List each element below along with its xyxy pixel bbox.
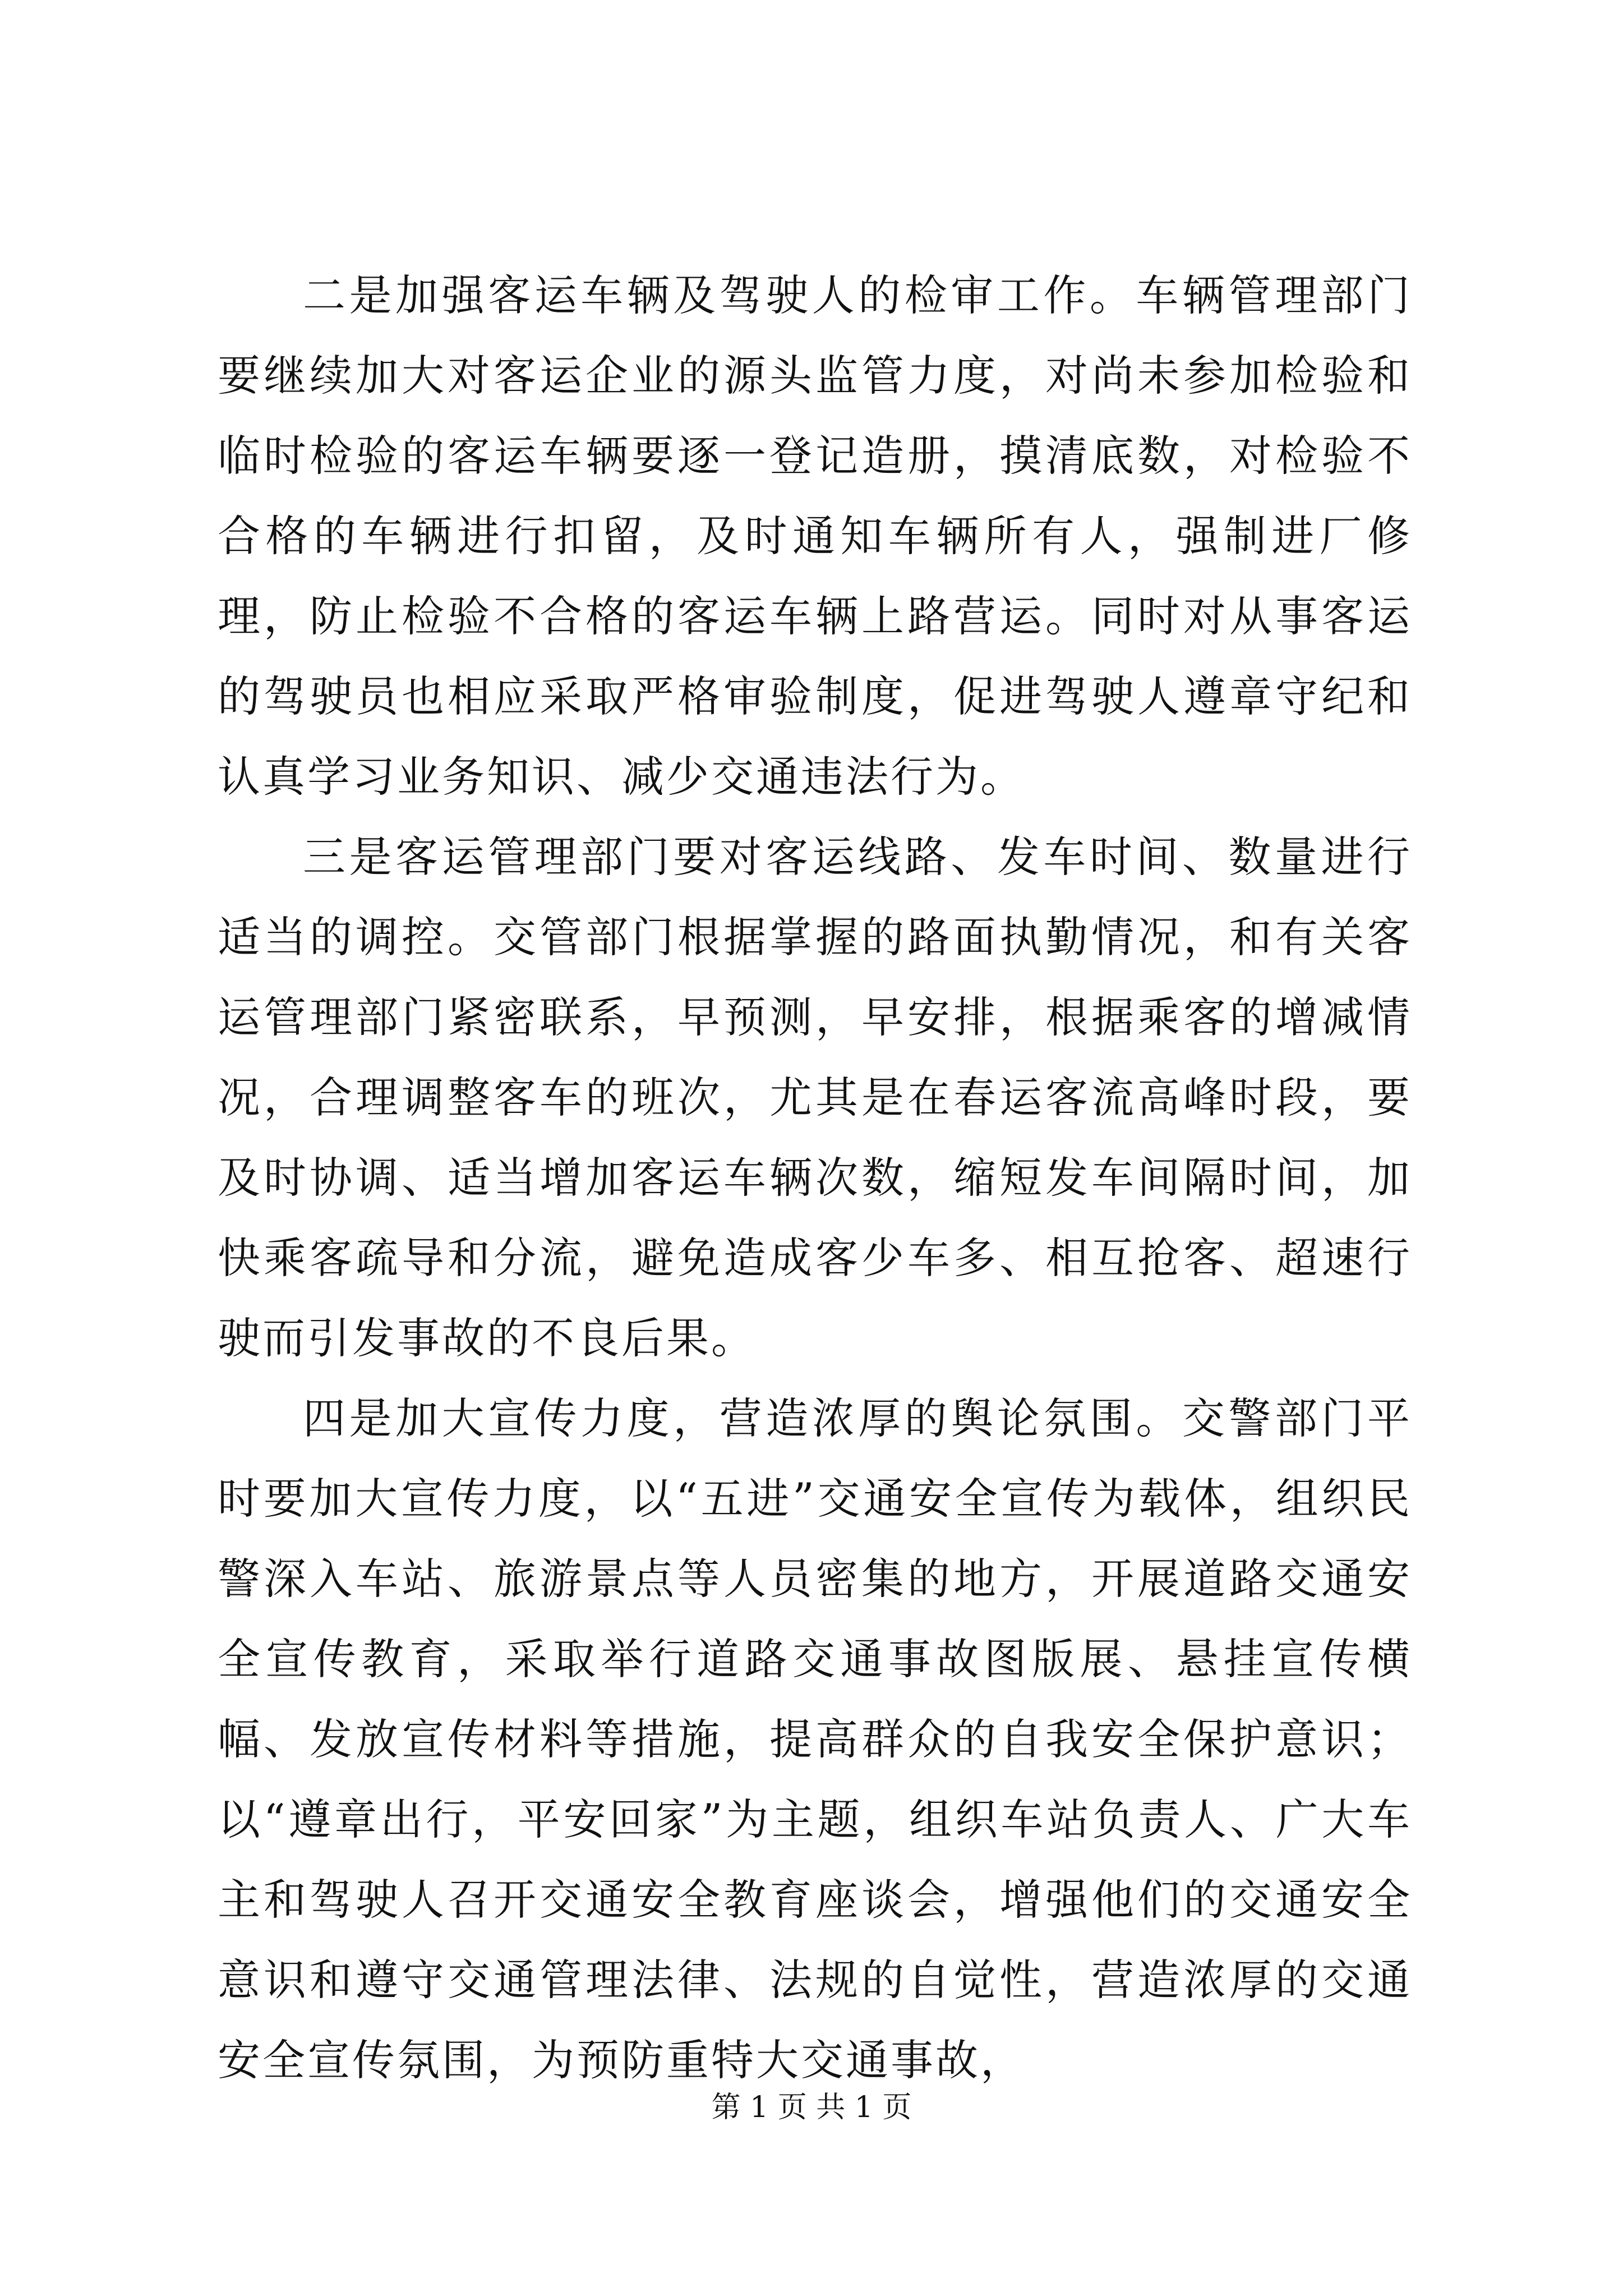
paragraph-3: 三是客运管理部门要对客运线路、发车时间、数量进行适当的调控。交管部门根据掌握的路面执勤情况，和有关客运管理部门紧密联系，早预测，早安排，根据乘客的增减情况，合理调整客车的班次，尤其是在春运客流高峰时段，要及时协调、适当增加客运车辆次数，缩短发车间隔时间，加快乘客疏导和分流，避免造成客少车多、相互抢客、超速行驶而引发事故的不良后果。: [218, 832, 1412, 1363]
paragraph-4: 四是加大宣传力度，营造浓厚的舆论氛围。交警部门平时要加大宣传力度，以“五进”交通安全宣传为载体，组织民警深入车站、旅游景点等人员密集的地方，开展道路交通安全宣传教育，采取举行道路交通事故图版展、悬挂宣传横幅、发放宣传材料等措施，提高群众的自我安全保护意识；以“遵章出行，平安回家”为主题，组织车站负责人、广大车主和驾驶人召开交通安全教育座谈会，增强他们的交通安全意识和遵守交通管理法律、法规的自觉性，营造浓厚的交通安全宣传氛围，为预防重特大交通事故，: [218, 1393, 1412, 2085]
paragraph-2: 二是加强客运车辆及驾驶人的检审工作。车辆管理部门要继续加大对客运企业的源头监管力度，对尚未参加检验和临时检验的客运车辆要逐一登记造册，摸清底数，对检验不合格的车辆进行扣留，及时通知车辆所有人，强制进厂修理，防止检验不合格的客运车辆上路营运。同时对从事客运的驾驶员也相应采取严格审验制度，促进驾驶人遵章守纪和认真学习业务知识、减少交通违法行为。: [218, 270, 1412, 802]
document-body: [218, 255, 1412, 2100]
page-footer: 第 1 页 共 1 页: [711, 2091, 912, 2124]
